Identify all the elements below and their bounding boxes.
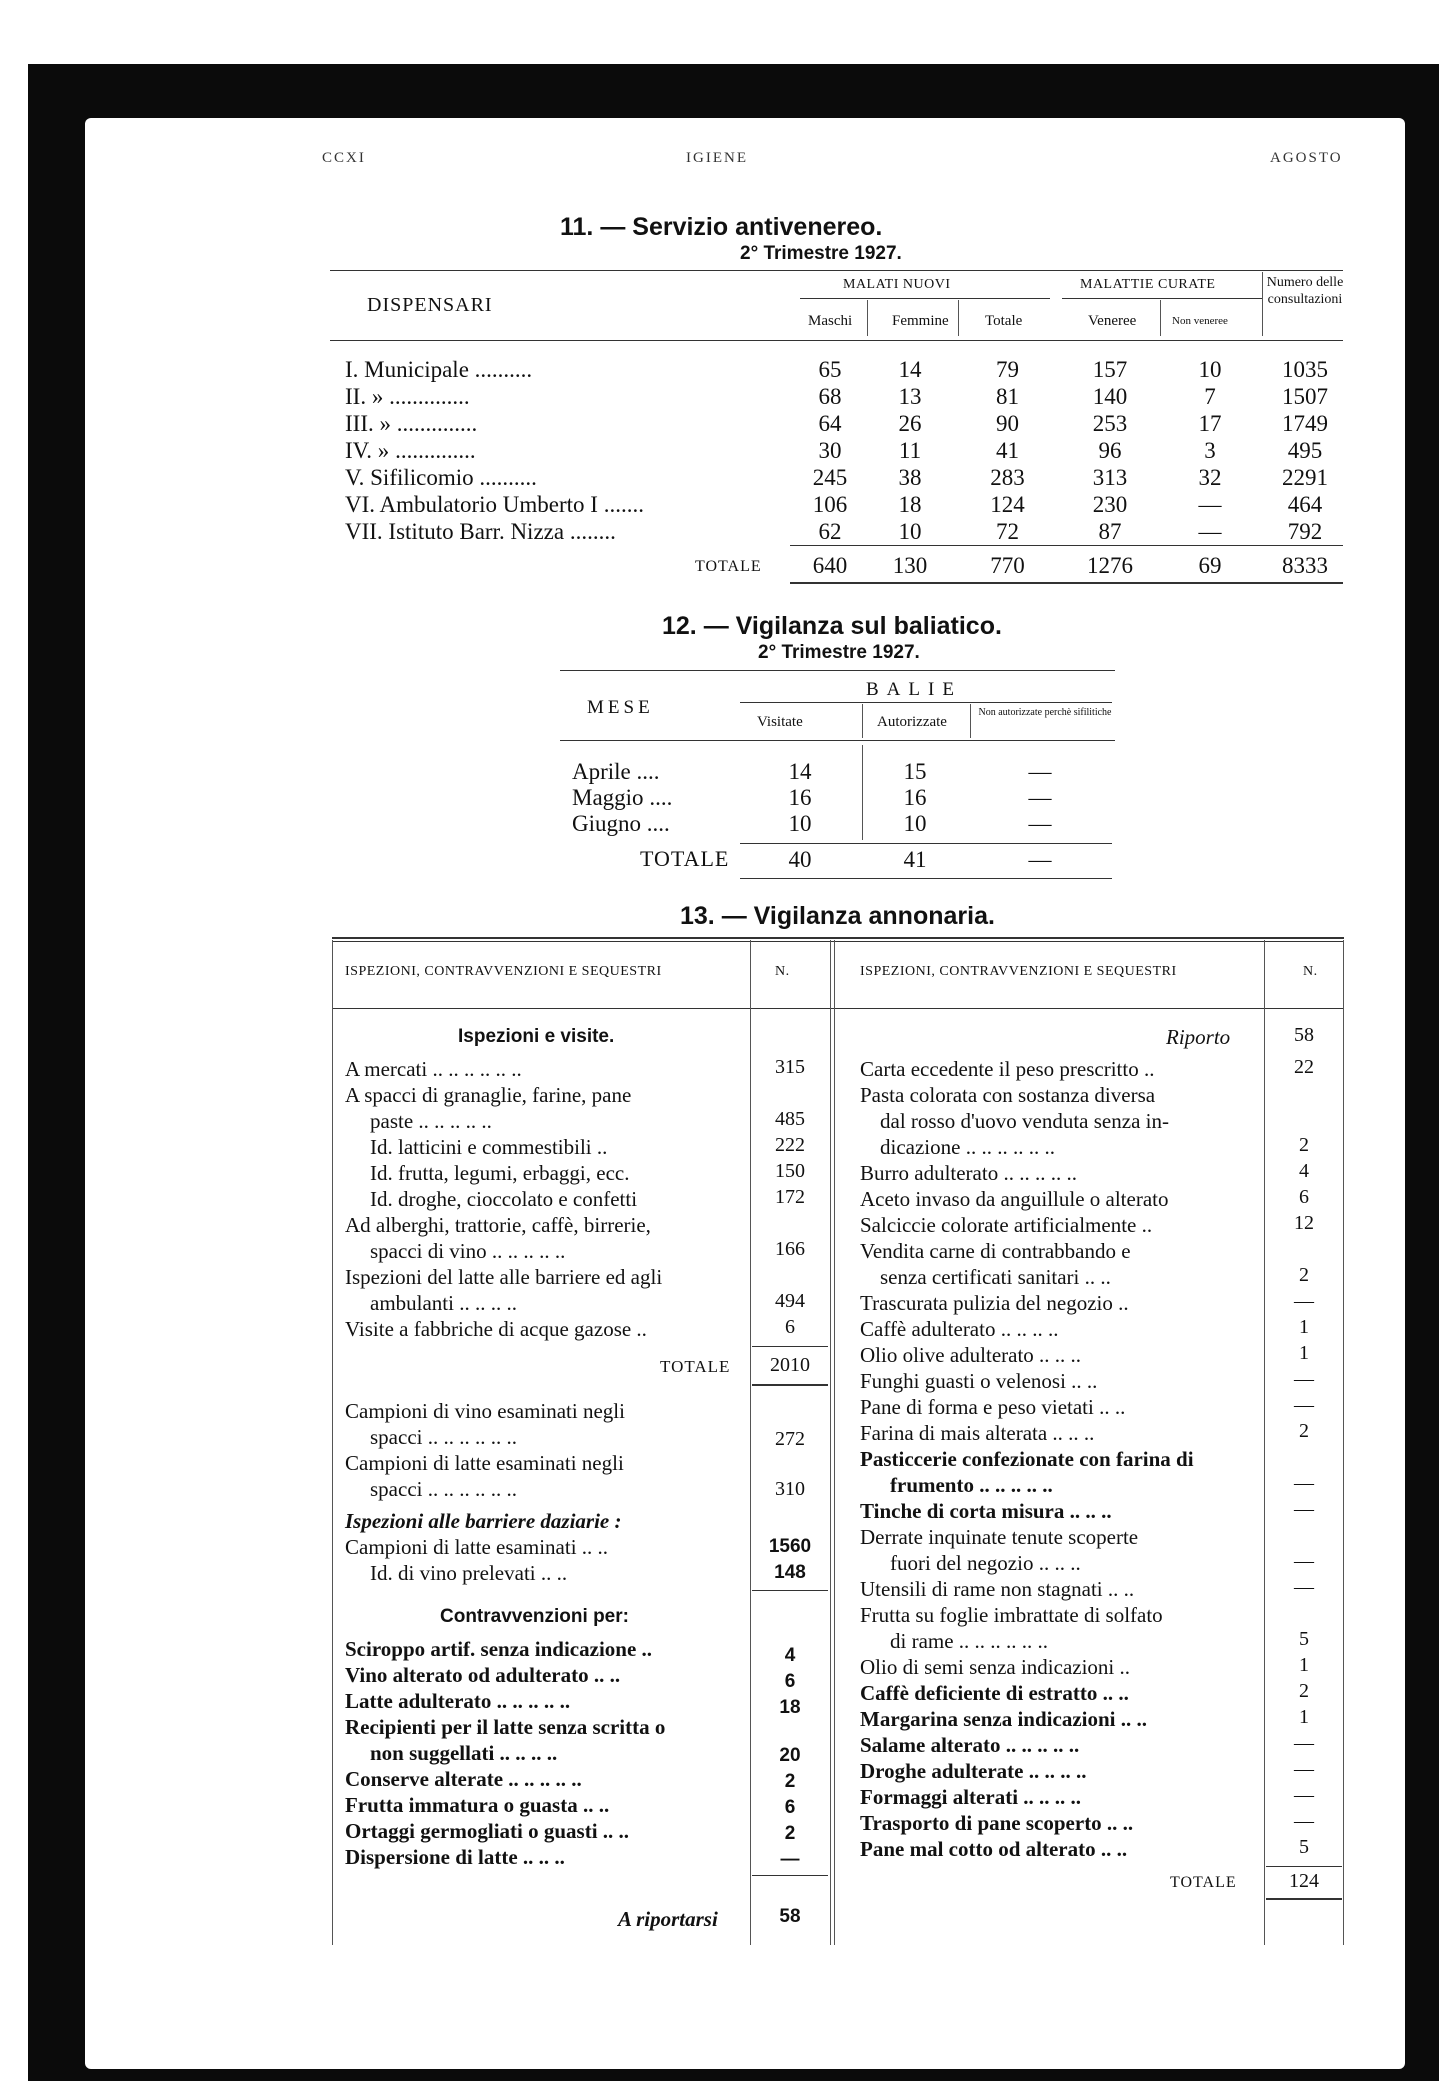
list-item: Olio di semi senza indicazioni .. <box>860 1655 1131 1679</box>
list-item: dal rosso d'uovo venduta senza in- <box>880 1109 1169 1133</box>
cell: 38 <box>898 465 922 490</box>
header-month: AGOSTO <box>1270 150 1343 166</box>
cell: 253 <box>1092 411 1128 436</box>
cell: 283 <box>990 465 1025 490</box>
value: 6 <box>784 1797 796 1818</box>
value: 6 <box>784 1671 796 1692</box>
cell: 10 <box>898 519 922 544</box>
value: — <box>1294 1732 1314 1754</box>
value: 6 <box>1299 1186 1309 1208</box>
table-12-sum-rule <box>740 843 1112 844</box>
total-rule <box>1266 1898 1342 1900</box>
list-item: A spacci di granaglie, farine, pane <box>345 1083 632 1107</box>
col-dispensari: DISPENSARI <box>367 294 493 316</box>
list-item: di rame .. .. .. .. .. .. <box>890 1629 1049 1653</box>
table-row <box>345 491 644 519</box>
col-numero-consultazioni: Numero delle consultazioni <box>1266 275 1344 307</box>
cell: 17 <box>1198 411 1222 436</box>
cell: 14 <box>898 357 922 382</box>
cell: 65 <box>818 357 842 382</box>
total-cell: 640 <box>812 553 848 578</box>
value: 172 <box>775 1186 805 1208</box>
cell: 14 <box>788 759 812 784</box>
value: 1 <box>1299 1654 1309 1676</box>
cell: 2291 <box>1282 465 1328 490</box>
value: 310 <box>775 1478 805 1500</box>
table-11-bottom-rule <box>790 582 1343 584</box>
cell: 10 <box>788 811 812 836</box>
cell: 96 <box>1098 438 1122 463</box>
value: — <box>1294 1498 1314 1520</box>
total-cell: 130 <box>892 553 928 578</box>
divider <box>332 940 333 1945</box>
list-item: Vendita carne di contrabbando e <box>860 1239 1131 1263</box>
cell: 495 <box>1287 438 1323 463</box>
cell: 230 <box>1092 492 1128 517</box>
list-item: Vino alterato od adulterato .. .. <box>345 1663 621 1687</box>
col-mese: MESE <box>587 697 654 718</box>
cell: 81 <box>996 384 1019 409</box>
leader-dots: .............. <box>389 384 470 409</box>
col-femmine: Femmine <box>892 313 949 329</box>
leader-dots: ........ <box>569 519 616 544</box>
carry-rule <box>752 1875 828 1876</box>
value: 20 <box>779 1745 801 1766</box>
table-11-sum-rule <box>790 545 1343 546</box>
cell: 124 <box>990 492 1025 517</box>
total-cell: 41 <box>903 847 927 872</box>
heading-contravvenzioni: Contravvenzioni per: <box>440 1606 629 1627</box>
cell: 18 <box>898 492 922 517</box>
riportarsi-label: A riportarsi <box>618 1907 718 1931</box>
value: 2 <box>784 1823 796 1844</box>
list-item: Sciroppo artif. senza indicazione .. <box>345 1637 653 1661</box>
month-label: Giugno <box>572 811 641 836</box>
month-label: Aprile <box>572 759 631 784</box>
leader-dots: .............. <box>396 411 478 436</box>
value: 4 <box>784 1645 796 1666</box>
cell: 1507 <box>1282 384 1328 409</box>
value: — <box>1294 1550 1314 1572</box>
divider <box>834 940 835 1945</box>
section-11-subtitle: 2° Trimestre 1927. <box>740 243 902 264</box>
list-item: Aceto invaso da anguillule o alterato <box>860 1187 1169 1211</box>
riporto-label: Riporto <box>1166 1025 1231 1049</box>
cell: 3 <box>1204 438 1216 463</box>
table-row <box>572 810 670 838</box>
group-balie: BALIE <box>866 679 962 700</box>
list-item: Trascurata pulizia del negozio .. <box>860 1291 1129 1315</box>
section-13-title: 13. — Vigilanza annonaria. <box>680 902 995 930</box>
list-item: Dispersione di latte .. .. .. <box>345 1845 565 1869</box>
list-item: Droghe adulterate .. .. .. .. <box>860 1759 1087 1783</box>
rule-balie <box>740 702 1112 703</box>
table-row <box>345 383 470 411</box>
total-cell: 1276 <box>1087 553 1133 578</box>
cell: 41 <box>996 438 1019 463</box>
subtotal-rule <box>752 1346 828 1347</box>
col-n-right: N. <box>1303 964 1318 979</box>
list-item: Pane di forma e peso vietati .. .. <box>860 1395 1126 1419</box>
total-label: TOTALE <box>660 1357 731 1376</box>
total-cell: 770 <box>990 553 1025 578</box>
value: — <box>1294 1810 1314 1832</box>
table-row <box>345 518 616 546</box>
divider <box>1160 300 1161 336</box>
cell: — <box>1198 519 1222 544</box>
value: 2 <box>1299 1420 1309 1442</box>
cell: 1035 <box>1282 357 1328 382</box>
divider <box>867 300 868 336</box>
col-autorizzate: Autorizzate <box>877 714 947 730</box>
list-item: paste .. .. .. .. .. <box>370 1109 492 1133</box>
heading-ispezioni: Ispezioni e visite. <box>458 1026 615 1047</box>
list-item: Formaggi alterati .. .. .. .. <box>860 1785 1082 1809</box>
riportarsi-value: 58 <box>779 1906 801 1927</box>
section-12-title: 12. — Vigilanza sul baliatico. <box>662 612 1002 640</box>
cell: 106 <box>812 492 848 517</box>
list-item: Caffè deficiente di estratto .. .. <box>860 1681 1129 1705</box>
divider <box>1264 940 1265 1945</box>
value: 222 <box>775 1134 805 1156</box>
cell: 10 <box>1198 357 1222 382</box>
row-label: I. Municipale <box>345 357 469 382</box>
leader-dots: .............. <box>395 438 476 463</box>
list-item: Ad alberghi, trattorie, caffè, birrerie, <box>345 1213 651 1237</box>
value: 6 <box>785 1316 795 1338</box>
value: — <box>1294 1290 1314 1312</box>
list-item: Id. latticini e commestibili .. <box>370 1135 608 1159</box>
value: 150 <box>775 1160 805 1182</box>
cell: 13 <box>898 384 922 409</box>
row-label: IV. » <box>345 438 390 463</box>
table-row <box>345 410 477 438</box>
section-12-subtitle: 2° Trimestre 1927. <box>758 642 920 663</box>
list-item: Pasticcerie confezionate con farina di <box>860 1447 1194 1471</box>
table-12-header-rule <box>560 740 1115 741</box>
list-item: A mercati .. .. .. .. .. .. <box>345 1057 522 1081</box>
divider <box>862 745 863 840</box>
table-13-top-rule-2 <box>332 941 1344 942</box>
cell: — <box>1198 492 1222 517</box>
heading-barriere: Ispezioni alle barriere daziarie : <box>345 1509 622 1533</box>
cell: 792 <box>1287 519 1323 544</box>
value: 148 <box>774 1562 806 1583</box>
cell: 30 <box>818 438 842 463</box>
cell: 313 <box>1092 465 1128 490</box>
group-malattie-curate: MALATTIE CURATE <box>1080 277 1216 292</box>
list-item: Campioni di latte esaminati .. .. <box>345 1535 609 1559</box>
cell: — <box>1028 811 1052 836</box>
list-item: Derrate inquinate tenute scoperte <box>860 1525 1139 1549</box>
row-label: III. » <box>345 411 391 436</box>
group-malati-nuovi: MALATI NUOVI <box>843 277 951 292</box>
value: 5 <box>1299 1836 1309 1858</box>
cell: 464 <box>1287 492 1323 517</box>
value: 12 <box>1294 1212 1314 1234</box>
leader-dots: .......... <box>479 465 537 490</box>
cell: 90 <box>996 411 1019 436</box>
divider <box>830 940 831 1945</box>
cell: 32 <box>1198 465 1222 490</box>
value: 2 <box>784 1771 796 1792</box>
row-label: V. Sifilicomio <box>345 465 474 490</box>
col-non-veneree: Non veneree <box>1172 315 1228 327</box>
row-label: II. » <box>345 384 384 409</box>
cell: 72 <box>996 519 1019 544</box>
list-item: Frutta su foglie imbrattate di solfato <box>860 1603 1163 1627</box>
value: — <box>780 1849 800 1870</box>
table-row <box>345 356 532 384</box>
list-item: Tinche di corta misura .. .. .. <box>860 1499 1112 1523</box>
list-item: Pane mal cotto od alterato .. .. <box>860 1837 1128 1861</box>
cell: 245 <box>812 465 848 490</box>
col-head-left: ISPEZIONI, CONTRAVVENZIONI E SEQUESTRI <box>345 964 662 979</box>
list-item: Ispezioni del latte alle barriere ed agli <box>345 1265 663 1289</box>
table-row <box>572 758 660 786</box>
header-section: IGIENE <box>686 150 748 166</box>
list-item: Caffè adulterato .. .. .. .. <box>860 1317 1059 1341</box>
leader-dots: .... <box>636 759 660 784</box>
list-item: fuori del negozio .. .. .. <box>890 1551 1081 1575</box>
leader-dots: ....... <box>603 492 644 517</box>
list-item: Burro adulterato .. .. .. .. .. <box>860 1161 1077 1185</box>
value: 315 <box>775 1056 805 1078</box>
cell: 79 <box>996 357 1019 382</box>
total-cell: 8333 <box>1282 553 1328 578</box>
total-value: 2010 <box>770 1354 810 1376</box>
riporto-value: 58 <box>1294 1024 1314 1046</box>
table-12-top-rule <box>560 670 1115 671</box>
cell: 87 <box>1098 519 1122 544</box>
list-item: non suggellati .. .. .. .. <box>370 1741 558 1765</box>
list-item: Visite a fabbriche di acque gazose .. <box>345 1317 647 1341</box>
cell: — <box>1028 785 1052 810</box>
table-row <box>572 784 672 812</box>
list-item: Ortaggi germogliati o guasti .. .. <box>345 1819 630 1843</box>
row-label: VI. Ambulatorio Umberto I <box>345 492 598 517</box>
cell: 7 <box>1204 384 1216 409</box>
list-item: spacci .. .. .. .. .. .. <box>370 1425 517 1449</box>
list-item: Id. droghe, cioccolato e confetti <box>370 1187 638 1211</box>
total-cell: — <box>1028 847 1052 872</box>
list-item: Farina di mais alterata .. .. .. <box>860 1421 1095 1445</box>
month-label: Maggio <box>572 785 644 810</box>
table-12-bottom-rule <box>740 878 1112 879</box>
list-item: Utensili di rame non stagnati .. .. <box>860 1577 1135 1601</box>
total-cell: 40 <box>788 847 812 872</box>
value: — <box>1294 1784 1314 1806</box>
col-totale: Totale <box>985 313 1023 329</box>
list-item: Olio olive adulterato .. .. .. <box>860 1343 1082 1367</box>
list-item: Funghi guasti o velenosi .. .. <box>860 1369 1098 1393</box>
col-maschi: Maschi <box>808 313 853 329</box>
value: — <box>1294 1368 1314 1390</box>
col-n-left: N. <box>775 964 790 979</box>
value: 1 <box>1299 1316 1309 1338</box>
value: — <box>1294 1472 1314 1494</box>
value: — <box>1294 1394 1314 1416</box>
divider <box>862 704 863 738</box>
section-rule <box>752 1590 828 1591</box>
value: 5 <box>1299 1628 1309 1650</box>
table-row <box>345 437 476 465</box>
cell: 140 <box>1092 384 1128 409</box>
header-page-number: CCXI <box>322 150 366 166</box>
value: 494 <box>775 1290 805 1312</box>
divider <box>970 704 971 738</box>
cell: 16 <box>788 785 812 810</box>
col-visitate: Visitate <box>757 714 803 730</box>
table-11-top-rule <box>330 270 1343 271</box>
list-item: Frutta immatura o guasta .. .. <box>345 1793 610 1817</box>
col-non-autorizzate: Non autorizzate perchè sifilitiche <box>978 707 1112 718</box>
list-item: Latte adulterato .. .. .. .. .. <box>345 1689 571 1713</box>
cell: 64 <box>818 411 842 436</box>
total-label: TOTALE <box>695 558 762 575</box>
value: 1 <box>1299 1706 1309 1728</box>
list-item: Campioni di vino esaminati negli <box>345 1399 625 1423</box>
value: 2 <box>1299 1134 1309 1156</box>
list-item: Id. di vino prelevati .. .. <box>370 1561 568 1585</box>
value: 1 <box>1299 1342 1309 1364</box>
value: 2 <box>1299 1264 1309 1286</box>
cell: 68 <box>818 384 842 409</box>
list-item: spacci .. .. .. .. .. .. <box>370 1477 517 1501</box>
list-item: ambulanti .. .. .. .. <box>370 1291 517 1315</box>
divider <box>1343 940 1344 1945</box>
total-cell: 69 <box>1198 553 1222 578</box>
value: — <box>1294 1576 1314 1598</box>
cell: 26 <box>898 411 922 436</box>
list-item: Pasta colorata con sostanza diversa <box>860 1083 1156 1107</box>
divider <box>1262 272 1263 336</box>
section-11-title: 11. — Servizio antivenereo. <box>560 213 883 241</box>
col-veneree: Veneree <box>1088 313 1137 329</box>
value: 18 <box>779 1697 801 1718</box>
list-item: spacci di vino .. .. .. .. .. <box>370 1239 566 1263</box>
list-item: Id. frutta, legumi, erbaggi, ecc. <box>370 1161 630 1185</box>
cell: 1749 <box>1282 411 1328 436</box>
col-head-right: ISPEZIONI, CONTRAVVENZIONI E SEQUESTRI <box>860 964 1177 979</box>
rule-malattie-curate <box>1062 298 1262 299</box>
value: 485 <box>775 1108 805 1130</box>
table-row <box>345 464 537 492</box>
list-item: Margarina senza indicazioni .. .. <box>860 1707 1147 1731</box>
leader-dots: .... <box>646 811 670 836</box>
cell: 10 <box>903 811 927 836</box>
list-item: Salciccie colorate artificialmente .. <box>860 1213 1153 1237</box>
cell: 62 <box>818 519 842 544</box>
list-item: Conserve alterate .. .. .. .. .. <box>345 1767 582 1791</box>
list-item: Campioni di latte esaminati negli <box>345 1451 624 1475</box>
value: 1560 <box>768 1536 812 1557</box>
list-item: Recipienti per il latte senza scritta o <box>345 1715 666 1739</box>
divider <box>958 300 959 336</box>
value: 166 <box>775 1238 805 1260</box>
leader-dots: .... <box>649 785 673 810</box>
value: 272 <box>775 1428 805 1450</box>
value: 22 <box>1294 1056 1314 1078</box>
cell: 157 <box>1092 357 1128 382</box>
total-label: TOTALE <box>640 846 730 871</box>
total-label: TOTALE <box>1170 1874 1237 1891</box>
sum-rule <box>1266 1866 1342 1867</box>
cell: 16 <box>903 785 927 810</box>
cell: 11 <box>898 438 922 463</box>
cell: 15 <box>903 759 927 784</box>
list-item: senza certificati sanitari .. .. <box>880 1265 1111 1289</box>
cell: — <box>1028 759 1052 784</box>
list-item: Salame alterato .. .. .. .. .. <box>860 1733 1080 1757</box>
table-13-header-rule <box>332 1008 1344 1009</box>
list-item: frumento .. .. .. .. .. <box>890 1473 1053 1497</box>
value: 2 <box>1299 1680 1309 1702</box>
leader-dots: .......... <box>474 357 533 382</box>
table-13-top-rule <box>332 937 1344 939</box>
total-rule <box>752 1384 828 1386</box>
table-11-header-rule <box>330 340 1343 341</box>
list-item: Carta eccedente il peso prescritto .. <box>860 1057 1155 1081</box>
divider <box>750 940 751 1945</box>
value: — <box>1294 1758 1314 1780</box>
row-label: VII. Istituto Barr. Nizza <box>345 519 565 544</box>
list-item: Trasporto di pane scoperto .. .. <box>860 1811 1134 1835</box>
rule-malati-nuovi <box>800 298 1050 299</box>
total-value: 124 <box>1289 1870 1319 1892</box>
value: 4 <box>1299 1160 1309 1182</box>
list-item: dicazione .. .. .. .. .. .. <box>880 1135 1055 1159</box>
